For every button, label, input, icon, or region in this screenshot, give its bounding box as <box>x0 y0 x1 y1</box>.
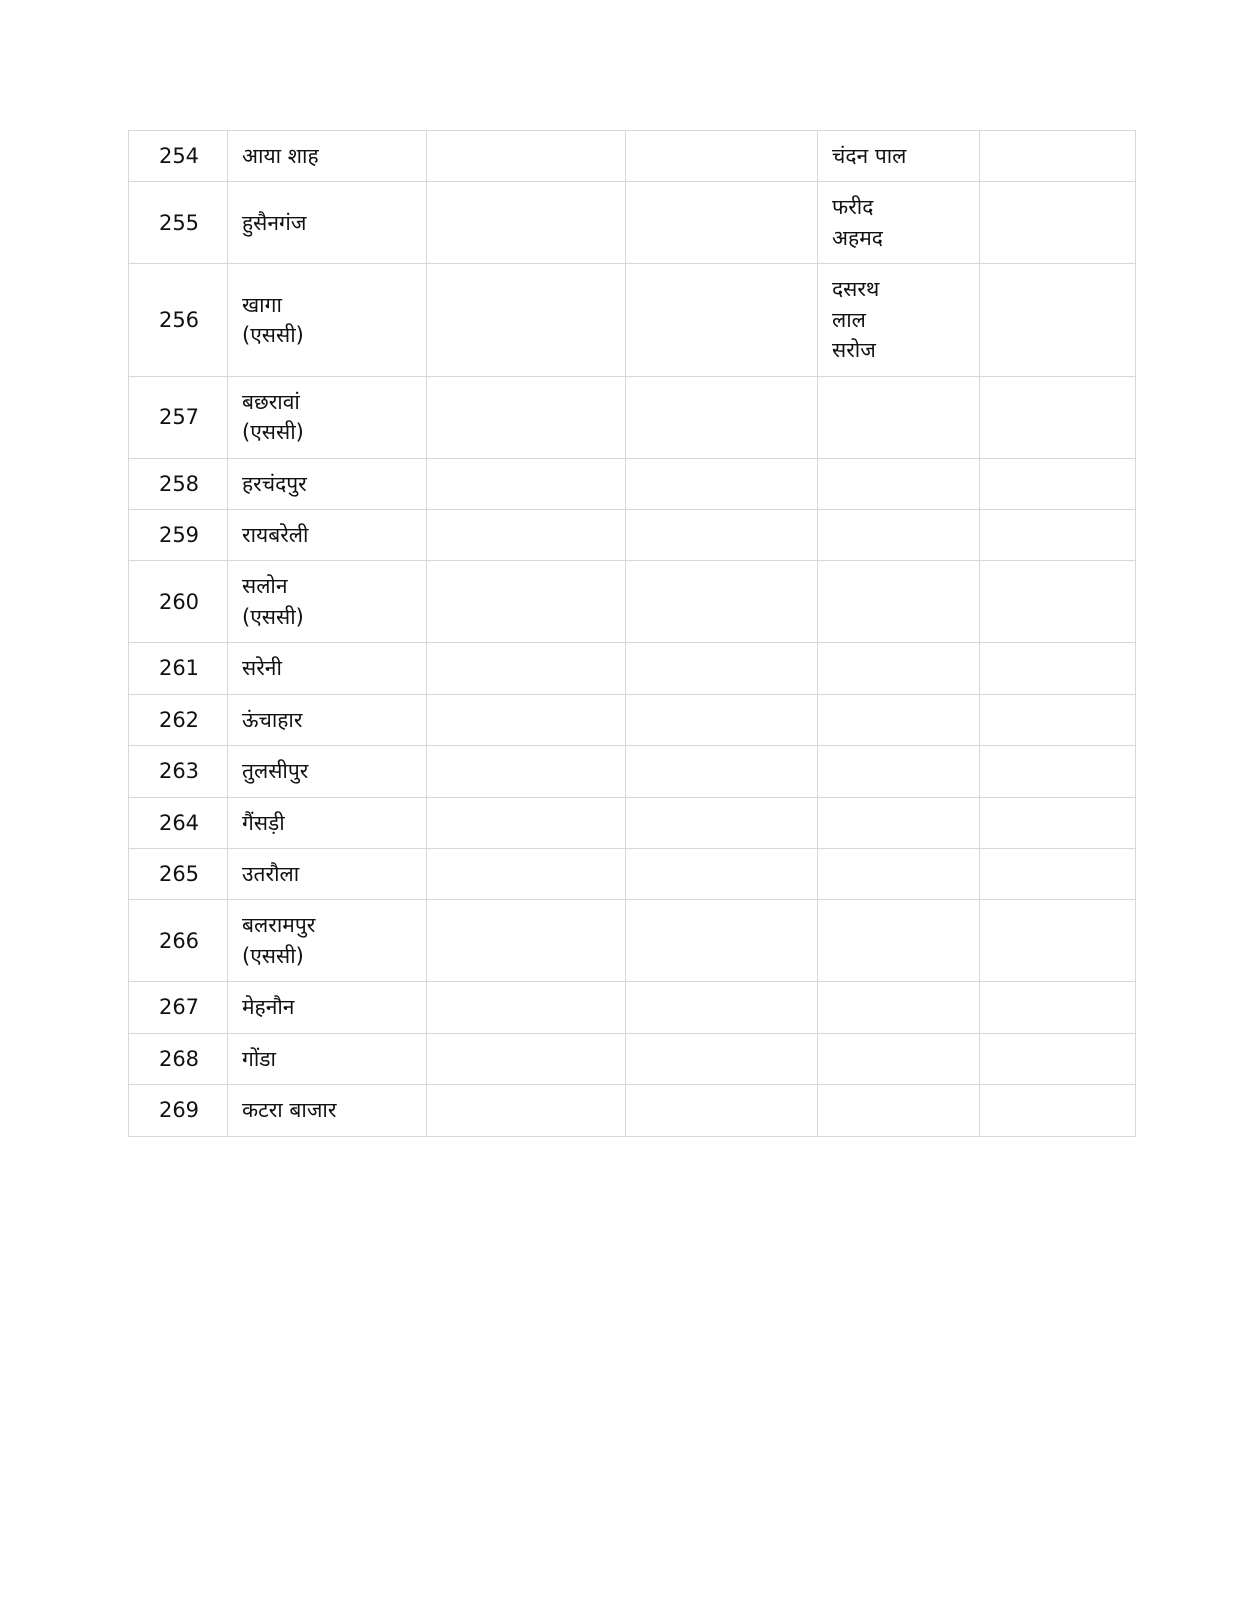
constituency-name <box>228 746 427 797</box>
empty-cell-c <box>980 458 1136 509</box>
constituency-name-line: बलरामपुर <box>242 913 316 938</box>
row-number: 257 <box>129 376 228 458</box>
empty-cell-c <box>980 694 1136 745</box>
empty-cell-b <box>626 797 818 848</box>
empty-cell-a <box>427 643 626 694</box>
person-name <box>818 694 980 745</box>
person-name <box>818 376 980 458</box>
constituency-name <box>228 1085 427 1136</box>
person-name-line: दसरथ <box>832 277 880 302</box>
person-name <box>818 900 980 982</box>
constituency-name <box>228 1033 427 1084</box>
empty-cell-a <box>427 982 626 1033</box>
empty-cell-b <box>626 746 818 797</box>
empty-cell-c <box>980 509 1136 560</box>
constituency-name <box>228 900 427 982</box>
empty-cell-b <box>626 182 818 264</box>
table-row <box>129 982 1136 1033</box>
constituency-name <box>228 264 427 376</box>
table-row <box>129 797 1136 848</box>
row-number: 265 <box>129 849 228 900</box>
empty-cell-b <box>626 849 818 900</box>
row-number: 259 <box>129 509 228 560</box>
constituency-name-line: (एससी) <box>242 322 304 347</box>
empty-cell-a <box>427 509 626 560</box>
constituency-name-line: उतरौला <box>242 862 300 886</box>
empty-cell-c <box>980 849 1136 900</box>
empty-cell-a <box>427 900 626 982</box>
empty-cell-c <box>980 1085 1136 1136</box>
row-number: 264 <box>129 797 228 848</box>
constituency-name <box>228 376 427 458</box>
empty-cell-c <box>980 264 1136 376</box>
constituency-table <box>128 130 1136 1137</box>
empty-cell-c <box>980 1033 1136 1084</box>
empty-cell-b <box>626 900 818 982</box>
person-name-line: लाल <box>832 307 866 332</box>
constituency-name <box>228 643 427 694</box>
empty-cell-a <box>427 376 626 458</box>
empty-cell-c <box>980 746 1136 797</box>
table-row <box>129 849 1136 900</box>
constituency-name-line: आया शाह <box>242 144 319 168</box>
table-row <box>129 561 1136 643</box>
constituency-name <box>228 982 427 1033</box>
table-row <box>129 131 1136 182</box>
row-number: 266 <box>129 900 228 982</box>
empty-cell-c <box>980 900 1136 982</box>
empty-cell-a <box>427 458 626 509</box>
person-name <box>818 264 980 376</box>
person-name <box>818 643 980 694</box>
person-name <box>818 509 980 560</box>
constituency-name-line: कटरा बाजार <box>242 1098 337 1123</box>
empty-cell-a <box>427 264 626 376</box>
row-number: 267 <box>129 982 228 1033</box>
constituency-name-line: (एससी) <box>242 604 304 629</box>
row-number: 255 <box>129 182 228 264</box>
empty-cell-a <box>427 746 626 797</box>
person-name <box>818 458 980 509</box>
table-row <box>129 1085 1136 1136</box>
empty-cell-b <box>626 1033 818 1084</box>
constituency-name-line: ऊंचाहार <box>242 707 303 732</box>
constituency-name-line: मेहनौन <box>242 995 295 1020</box>
empty-cell-c <box>980 376 1136 458</box>
constituency-name-line: सरेनी <box>242 656 282 681</box>
person-name <box>818 1085 980 1136</box>
table-row <box>129 458 1136 509</box>
empty-cell-c <box>980 182 1136 264</box>
empty-cell-a <box>427 849 626 900</box>
person-name <box>818 746 980 797</box>
person-name <box>818 182 980 264</box>
constituency-name-line: तुलसीपुर <box>242 759 309 784</box>
empty-cell-c <box>980 982 1136 1033</box>
constituency-name-line: सलोन <box>242 574 288 599</box>
row-number: 269 <box>129 1085 228 1136</box>
person-name <box>818 561 980 643</box>
constituency-name <box>228 797 427 848</box>
row-number: 254 <box>129 131 228 182</box>
constituency-name-line: गैंसड़ी <box>242 810 285 835</box>
empty-cell-a <box>427 182 626 264</box>
row-number: 256 <box>129 264 228 376</box>
table-row <box>129 182 1136 264</box>
person-name <box>818 849 980 900</box>
empty-cell-a <box>427 1085 626 1136</box>
row-number: 262 <box>129 694 228 745</box>
empty-cell-b <box>626 561 818 643</box>
person-name-line: अहमद <box>832 225 883 250</box>
constituency-name <box>228 131 427 182</box>
table-row <box>129 900 1136 982</box>
row-number: 258 <box>129 458 228 509</box>
empty-cell-c <box>980 797 1136 848</box>
constituency-name-line: बछरावां <box>242 389 300 414</box>
constituency-name-line: (एससी) <box>242 943 304 968</box>
constituency-name <box>228 182 427 264</box>
table-body <box>129 131 1136 1137</box>
constituency-name-line: गोंडा <box>242 1046 276 1071</box>
empty-cell-a <box>427 797 626 848</box>
person-name-line: फरीद <box>832 195 874 220</box>
empty-cell-c <box>980 561 1136 643</box>
person-name <box>818 797 980 848</box>
empty-cell-b <box>626 982 818 1033</box>
constituency-name <box>228 561 427 643</box>
person-name <box>818 131 980 182</box>
row-number: 260 <box>129 561 228 643</box>
constituency-name-line: हरचंदपुर <box>242 471 307 496</box>
constituency-name <box>228 509 427 560</box>
empty-cell-a <box>427 131 626 182</box>
table-row <box>129 1033 1136 1084</box>
empty-cell-c <box>980 643 1136 694</box>
empty-cell-b <box>626 264 818 376</box>
table-row <box>129 376 1136 458</box>
row-number: 263 <box>129 746 228 797</box>
constituency-name-line: रायबरेली <box>242 522 309 547</box>
table-row <box>129 746 1136 797</box>
empty-cell-b <box>626 131 818 182</box>
table-row <box>129 643 1136 694</box>
empty-cell-b <box>626 509 818 560</box>
empty-cell-b <box>626 376 818 458</box>
table-row <box>129 509 1136 560</box>
person-name-line: सरोज <box>832 338 876 363</box>
empty-cell-b <box>626 1085 818 1136</box>
constituency-name-line: खागा <box>242 292 282 317</box>
row-number: 268 <box>129 1033 228 1084</box>
empty-cell-c <box>980 131 1136 182</box>
empty-cell-a <box>427 1033 626 1084</box>
person-name-line: चंदन पाल <box>832 144 907 168</box>
person-name <box>818 1033 980 1084</box>
empty-cell-b <box>626 694 818 745</box>
empty-cell-b <box>626 458 818 509</box>
empty-cell-b <box>626 643 818 694</box>
empty-cell-a <box>427 561 626 643</box>
constituency-name <box>228 458 427 509</box>
row-number: 261 <box>129 643 228 694</box>
empty-cell-a <box>427 694 626 745</box>
table-row <box>129 694 1136 745</box>
constituency-name-line: (एससी) <box>242 420 304 445</box>
table-row <box>129 264 1136 376</box>
constituency-name-line: हुसैनगंज <box>242 210 307 235</box>
constituency-name <box>228 694 427 745</box>
constituency-name <box>228 849 427 900</box>
person-name <box>818 982 980 1033</box>
